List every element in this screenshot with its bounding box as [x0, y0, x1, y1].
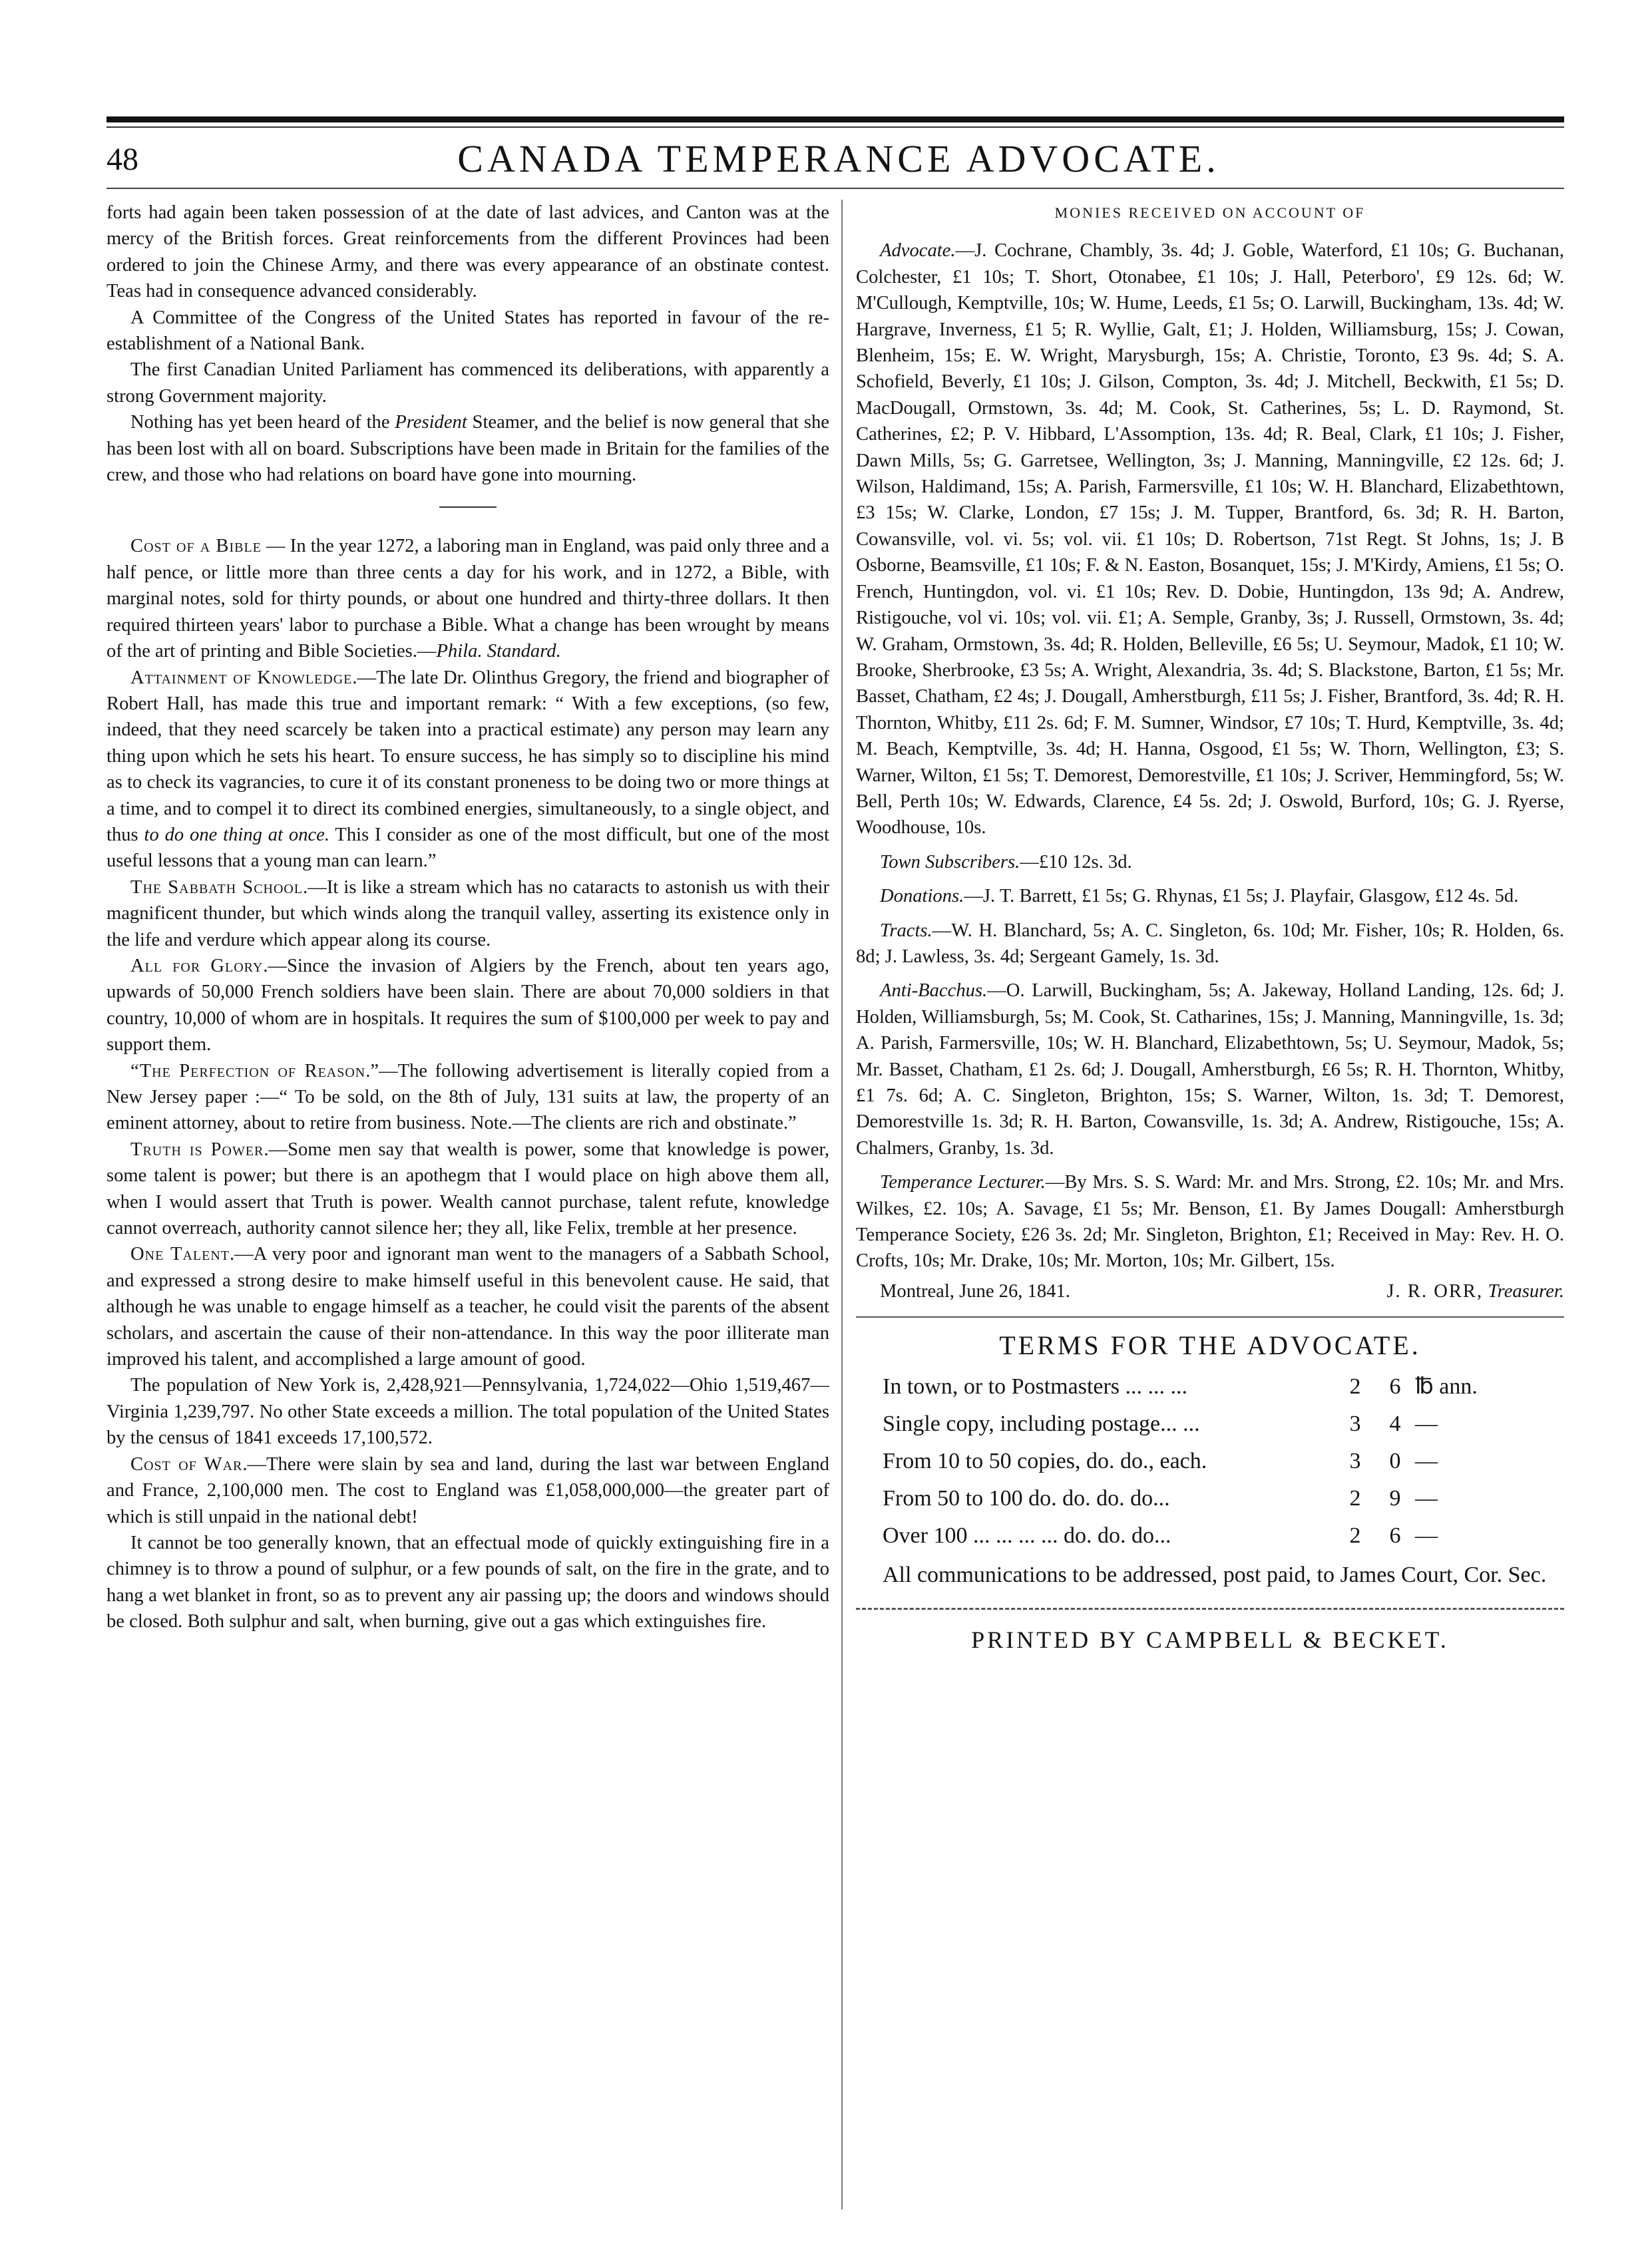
- monies-received-heading: MONIES RECEIVED ON ACCOUNT OF: [1054, 204, 1366, 221]
- terms-shillings: 2: [1349, 1523, 1361, 1548]
- china-news-paragraph: forts had again been taken possession of at the date of last advices, and Canton was at the mercy of the British forces. Great reinforcements from the different Provinces had been ordered to join the Chinese Army, and there was every appearance of an obstinate contest. Teas had in consequence advanced considerably.: [106, 202, 829, 302]
- receipt-category: Advocate.: [880, 240, 956, 262]
- article-heading: Truth is Power: [130, 1139, 264, 1160]
- terms-separator: [856, 1316, 1564, 1318]
- steamer-text-before: Nothing has yet been heard of the: [130, 412, 395, 433]
- article-heading: Cost of a Bible: [130, 536, 262, 557]
- terms-shillings: 2: [1349, 1485, 1361, 1511]
- signoff-place-date: Montreal, June 26, 1841.: [880, 1280, 1070, 1302]
- terms-unit: —: [1415, 1523, 1438, 1548]
- receipt-list: —By Mrs. S. S. Ward: Mr. and Mrs. Strong, £2. 10s; Mr. and Mrs. Wilkes, £2. 10s; A. Savage, £1 5s; Mr. Benson, £1. By James Dougall: Amherstburgh Temperance Society, £26 3s. 2d; Mr. Singleton, Brighton, £1; Received in May: Rev. H. O. Crofts, 10s; Mr. Drake, 10s; Mr. Morton, 10s; Mr. Gilbert, 15s.: [856, 1172, 1564, 1272]
- article-heading: The Sabbath School: [130, 876, 304, 898]
- all-for-glory-article: [106, 953, 829, 1058]
- terms-label: In town, or to Postmasters ... ... ...: [883, 1374, 1188, 1399]
- communications-note: All communications to be addressed, post paid, to James Court, Cor. Sec.: [883, 1562, 1547, 1587]
- article-body: .—The late Dr. Olinthus Gregory, the friend and biographer of Robert Hall, has made this true and important remark: “ With a few exceptions, (so few, indeed, that they need scarcely be taken into a practical estimate) any person may learn any thing upon which he sets his heart. To ensure success, he has simply so to discipline his mind as to check its vagrancies, to cure it of its constant proneness to be doing two or more things at a time, and to compel it to direct its combined energies, simultaneously, to a single object, and thus: [106, 667, 829, 845]
- terms-unit: —: [1415, 1448, 1438, 1473]
- signoff-signature: [1386, 1278, 1564, 1304]
- article-heading: One Talent: [130, 1244, 230, 1265]
- section-separator: [439, 506, 497, 508]
- article-body: .—It is like a stream which has no cataracts to astonish us with their magnificent thunder, but which winds along the tranquil valley, asserting its existence only in the life and verdure which appear along its course.: [106, 876, 829, 950]
- receipt-list: —W. H. Blanchard, 5s; A. C. Singleton, 6s. 10d; Mr. Fisher, 10s; R. Holden, 6s. 8d; J. Lawless, 3s. 4d; Sergeant Gamely, 1s. 3d.: [856, 920, 1564, 967]
- cost-of-bible-article: [106, 533, 829, 664]
- terms-shillings: 2: [1349, 1374, 1361, 1399]
- president-steamer-paragraph: [106, 409, 829, 488]
- article-body: .—A very poor and ignorant man went to the managers of a Sabbath School, and expressed a strong desire to make himself useful in this benevolent cause. He said, that although he was unable to engage himself as a teacher, he could visit the parents of the absent scholars, and ascertain the cause of their non-attendance. In this way the poor illiterate man improved his talent, and accomplished a large amount of good.: [106, 1244, 829, 1370]
- page-number: 48: [106, 142, 138, 177]
- national-bank-paragraph: A Committee of the Congress of the United States has reported in favour of the re-establishment of a National Bank.: [106, 307, 829, 355]
- one-talent-article: [106, 1241, 829, 1372]
- printer-separator: [856, 1608, 1564, 1610]
- header-rule-bottom: [106, 188, 1564, 189]
- terms-row: [856, 1368, 1564, 1406]
- article-body: .—Since the invasion of Algiers by the French, about ten years ago, upwards of 50,000 French soldiers have been slain. There are about 70,000 soldiers in that country, 10,000 of whom are in hospitals. It requires the sum of $100,000 per week to pay and support them.: [106, 955, 829, 1055]
- masthead-title: CANADA TEMPERANCE ADVOCATE.: [457, 137, 1220, 180]
- truth-is-power-article: [106, 1137, 829, 1242]
- article-heading: “The Perfection of Reason: [130, 1060, 366, 1081]
- cost-of-war-article: [106, 1451, 829, 1530]
- terms-pence: 9: [1389, 1485, 1401, 1511]
- terms-label: From 10 to 50 copies, do. do., each.: [883, 1448, 1207, 1473]
- terms-title: TERMS FOR THE ADVOCATE.: [999, 1330, 1421, 1361]
- anti-bacchus-receipts: [856, 978, 1564, 1161]
- population-paragraph: The population of New York is, 2,428,921—Pennsylvania, 1,724,022—Ohio 1,519,467—Virginia 1,239,797. No other State exceeds a million. The total population of the United States by the census of 1841 exceeds 17,100,572.: [106, 1375, 829, 1449]
- printer-imprint: PRINTED BY CAMPBELL & BECKET.: [971, 1626, 1449, 1653]
- terms-row: [856, 1517, 1564, 1555]
- article-body: — In the year 1272, a laboring man in England, was paid only three and a half pence, or little more than three cents a day for his work, and in 1272, a Bible, with marginal notes, sold for thirty pounds, or about one hundred and thirty-three dollars. It then required thirteen years' labor to purchase a Bible. What a change has been wrought by means of the art of printing and Bible Societies.—: [106, 536, 829, 662]
- receipt-list: —O. Larwill, Buckingham, 5s; A. Jakeway, Holland Landing, 12s. 6d; J. Holden, Williamsburgh, 5s; M. Cook, St. Catharines, 15s; J. Manning, Manningville, 1s. 3d; A. Parish, Farmersville, 10s; W. H. Blanchard, Elizabethtown, 5s; U. Seymour, Madok, 5s; Mr. Basset, Chatham, £1 2s. 6d; J. Dougall, Amherstburgh, £6 5s; R. H. Thornton, Whitby, £1 7s. 6d; A. C. Singleton, Brighton, 15s; S. Warner, Wilton, 1s. 3d; T. Demorest, Demorestville 1s. 3d; R. H. Barton, Cowansville, 1s. 3d; A. Andrew, Ristigouche, 15s; A. Chalmers, Granby, 1s. 3d.: [856, 980, 1564, 1159]
- header-rule-thick: [106, 116, 1564, 122]
- terms-pence: 0: [1389, 1448, 1401, 1473]
- article-body: .—There were slain by sea and land, during the last war between England and France, 2,100,000 men. The cost to England was £1,058,000,000—the greater part of which is still unpaid in the national debt!: [106, 1453, 829, 1527]
- left-column: [106, 200, 829, 2236]
- article-body-end: This I consider as one of the most difficult, but one of the most useful lessons that a young man can learn.”: [106, 824, 829, 872]
- terms-unit: —: [1415, 1485, 1438, 1511]
- terms-label: From 50 to 100 do. do. do. do...: [883, 1485, 1170, 1511]
- right-column: [856, 200, 1564, 2236]
- terms-table: [856, 1368, 1564, 1555]
- terms-label: Single copy, including postage... ...: [883, 1411, 1200, 1436]
- chimney-fire-paragraph: It cannot be too generally known, that an effectual mode of quickly extinguishing fire in a chimney is to throw a pound of sulphur, or a few pounds of salt, on the fire in the grate, and to hang a wet blanket in front, so as to prevent any air passing up; the doors and windows should be closed. Both sulphur and salt, when burning, give out a gas which extinguishes fire.: [106, 1532, 829, 1632]
- temperance-lecturer-receipts: [856, 1169, 1564, 1274]
- receipt-category: Town Subscribers.: [880, 851, 1020, 872]
- terms-pence: 6: [1389, 1374, 1401, 1399]
- receipt-category: Tracts.: [880, 920, 932, 941]
- receipt-category: Temperance Lecturer.: [880, 1172, 1046, 1193]
- parliament-paragraph: The first Canadian United Parliament has commenced its deliberations, with apparently a strong Government majority.: [106, 359, 829, 407]
- column-divider: [841, 200, 843, 2209]
- tracts-receipts: [856, 918, 1564, 970]
- receipt-category: Donations.: [880, 886, 964, 907]
- header-rule-thin: [106, 126, 1564, 128]
- perfection-of-reason-article: [106, 1058, 829, 1137]
- article-emphasis: to do one thing at once.: [144, 824, 330, 845]
- steamer-name: President: [395, 412, 467, 433]
- advocate-receipts: [856, 238, 1564, 841]
- receipt-list: —£10 12s. 3d.: [1020, 851, 1132, 872]
- terms-pence: 4: [1389, 1411, 1401, 1436]
- town-subscribers-receipts: [856, 849, 1564, 875]
- article-source: Phila. Standard.: [436, 641, 561, 662]
- terms-pence: 6: [1389, 1523, 1401, 1548]
- treasurer-signoff: [856, 1278, 1564, 1304]
- terms-unit: —: [1415, 1411, 1438, 1436]
- terms-label: Over 100 ... ... ... ... do. do. do...: [883, 1523, 1171, 1548]
- receipt-list: —J. T. Barrett, £1 5s; G. Rhynas, £1 5s; J. Playfair, Glasgow, £12 4s. 5d.: [964, 886, 1519, 907]
- terms-unit: ℔ ann.: [1415, 1374, 1478, 1399]
- terms-row: [856, 1406, 1564, 1443]
- article-body: .—Some men say that wealth is power, some that knowledge is power, some talent is power; but there is an apothegm that I would place on high above them all, when I would assert that Truth is power. Wealth cannot purchase, talent refute, knowledge cannot overreach, authority cannot silence her; they all, like Felix, tremble at her presence.: [106, 1139, 829, 1239]
- treasurer-role: Treasurer.: [1488, 1280, 1564, 1302]
- treasurer-name: J. R. ORR,: [1386, 1280, 1484, 1302]
- article-heading: Cost of War: [130, 1453, 243, 1475]
- terms-row: [856, 1443, 1564, 1480]
- terms-shillings: 3: [1349, 1448, 1361, 1473]
- attainment-of-knowledge-article: [106, 665, 829, 874]
- receipt-list: —J. Cochrane, Chambly, 3s. 4d; J. Goble, Waterford, £1 10s; G. Buchanan, Colchester, £1 10s; T. Short, Otonabee, £1 10s; J. Hall, Peterboro', £9 12s. 6d; W. M'Cullough, Kemptville, 10s; W. Hume, Leeds, £1 5s; O. Larwill, Buckingham, 13s. 4d; W. Hargrave, Inverness, £1 5; R. Wyllie, Galt, £1; J. Holden, Williamsburg, 15s; J. Cowan, Blenheim, 15s; E. W. Wright, Marysburgh, 15s; A. Christie, Toronto, £3 9s. 4d; S. A. Schofield, Beverly, £1 10s; J. Gilson, Compton, 3s. 4d; J. Mitchell, Beckwith, £1 5s; D. MacDougall, Ormstown, 3s. 4d; M. Cook, St. Catherines, 5s; L. D. Raymond, St. Catherines, £2; P. V. Hibbard, L'Assomption, 13s. 4d; R. Beal, Clark, £1 10s; J. Fisher, Dawn Mills, 5s; G. Garretsee, Wellington, 3s; J. Manning, Manningville, £2 12s. 6d; J. Wilson, Haldimand, 15s; A. Parish, Farmersville, £1 10s; W. H. Blanchard, Elizabethtown, £3 15s; W. Clarke, London, £7 15s; J. M. Tupper, Brantford, 6s. 3d; R. H. Barton, Cowansville, vol. vi. 5s; vol. vii. £1 10s; D. Robertson, 71st Regt. St Johns, 1s; J. B Osborne, Beamsville, £1 10s; F. & N. Easton, Bosanquet, 15s; J. M'Kirdy, Amiens, £1 5s; O. French, Huntingdon, vol. vi. £1 10s; Rev. D. Dobie, Huntingdon, 13s 9d; A. Andrew, Ristigouche, vol vi. 10s; vol. vii. £1; A. Semple, Granby, 3s; J. Russell, Ormstown, 3s. 4d; W. Graham, Ormstown, 3s. 4d; R. Holden, Belleville, £6 5s; U. Seymour, Madok, £1 10; W. Brooke, Sherbrooke, £3 5s; A. Wright, Alexandria, 3s. 4d; S. Blackstone, Barton, £1 5s; Mr. Basset, Chatham, £2 4s; J. Dougall, Amherstburgh, £11 5s; J. Fisher, Brantford, 3s. 4d; R. H. Thornton, Whitby, £11 2s. 6d; F. M. Sumner, Windsor, £7 10s; T. Hurd, Kemptville, 3s. 4d; M. Beach, Kemptville, 3s. 4d; H. Hanna, Osgood, £1 5s; W. Thorn, Wellington, £3; S. Warner, Wilton, £1 5s; T. Demorest, Demorestville, £1 10s; J. Scriver, Hemmingford, 5s; W. Bell, Perth 10s; W. Edwards, Clarence, £4 5s. 2d; J. Oswold, Burford, 10s; G. J. Ryerse, Woodhouse, 10s.: [856, 240, 1564, 839]
- donations-receipts: [856, 883, 1564, 909]
- terms-shillings: 3: [1349, 1411, 1361, 1436]
- article-heading: All for Glory: [130, 955, 264, 976]
- terms-row: [856, 1480, 1564, 1517]
- article-body: .”—The following advertisement is literally copied from a New Jersey paper :—“ To be sold, on the 8th of July, 131 suits at law, the property of an eminent attorney, about to retire from business. Note.—The clients are rich and obstinate.”: [106, 1060, 829, 1134]
- article-heading: Attainment of Knowledge: [130, 667, 353, 688]
- receipt-category: Anti-Bacchus.: [880, 980, 988, 1002]
- sabbath-school-article: [106, 874, 829, 953]
- steamer-text-after: Steamer, and the belief is now general that she has been lost with all on board. Subscriptions have been made in Britain for the families of the crew, and those who had relations on board have gone into mourning.: [106, 412, 829, 486]
